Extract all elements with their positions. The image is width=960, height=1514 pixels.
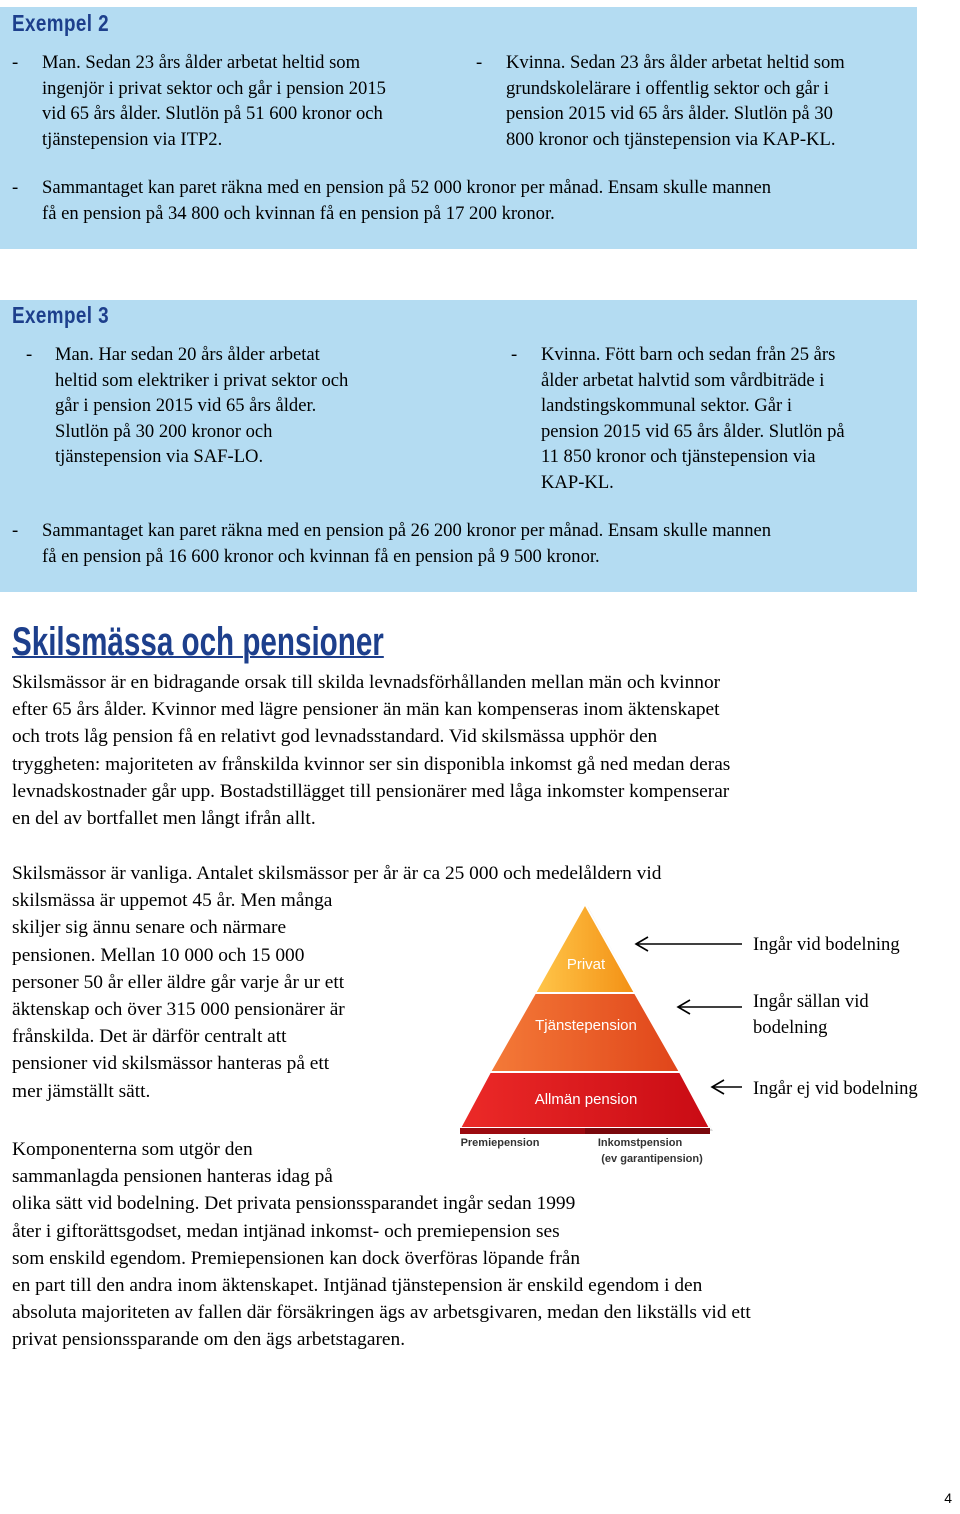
arrow-left-icon <box>678 1000 742 1014</box>
text-line: Kvinna. Sedan 23 års ålder arbetat heltid som <box>506 52 845 73</box>
text-line: Ingår sällan vid <box>753 991 869 1012</box>
text-line: få en pension på 34 800 och kvinnan få en pension på 17 200 kronor. <box>42 202 555 224</box>
text-line: 11 850 kronor och tjänstepension via <box>541 446 816 467</box>
example-2-title: Exempel 2 <box>12 10 110 36</box>
example-2-man-text <box>42 50 386 152</box>
text-line: levnadskostnader går upp. Bostadstillägget till pensionärer med låga inkomster kompenserar <box>12 780 730 802</box>
pyramid-arrows <box>630 930 750 1100</box>
pyramid-label-private: Privat <box>566 956 606 973</box>
text-line: och trots låg pension få en relativt god levnadsstandard. Vid skilsmässa upphör den <box>12 726 658 748</box>
example-2-woman-text <box>506 50 845 152</box>
example-3-woman-text <box>541 342 845 495</box>
pyramid-label-public: Allmän pension <box>534 1091 638 1108</box>
text-line: Komponenterna som utgör den <box>12 1139 253 1160</box>
example-3-man-text <box>55 342 348 470</box>
bullet-dash: - <box>12 177 19 198</box>
text-line: Skilsmässor är en bidragande orsak till skilda levnadsförhållanden mellan män och kvinnor <box>12 672 721 693</box>
text-line: personer 50 år eller äldre går varje år ur ett <box>12 971 345 993</box>
text-line: åter i giftorättsgodset, medan intjänad inkomst- och premiepension ses <box>12 1220 560 1242</box>
paragraph-1 <box>12 669 912 832</box>
pyramid-label-occupational: Tjänstepension <box>535 1017 637 1034</box>
text-line: Slutlön på 30 200 kronor och <box>55 420 273 442</box>
text-line: heltid som elektriker i privat sektor och <box>55 369 349 391</box>
pyramid-note-occupational <box>753 989 869 1040</box>
text-line: skilsmässa är uppemot 45 år. Men många <box>12 890 333 912</box>
bullet-dash: - <box>12 52 19 73</box>
text-line: Kvinna. Fött barn och sedan från 25 års <box>541 344 836 365</box>
text-line: Sammantaget kan paret räkna med en pension på 26 200 kronor per månad. Ensam skulle mannen <box>42 520 772 541</box>
text-line: ålder arbetat halvtid som vårdbiträde i <box>541 369 825 391</box>
example-3-box <box>0 300 917 592</box>
text-line: en part till den andra inom äktenskapet. Intjänad tjänstepension är enskild egendom i den <box>12 1275 703 1297</box>
text-line: ingenjör i privat sektor och går i pension 2015 <box>42 77 386 99</box>
bullet-dash: - <box>26 344 33 365</box>
arrow-left-icon <box>712 1080 742 1094</box>
pyramid-note-public: Ingår ej vid bodelning <box>753 1078 918 1099</box>
text-line: går i pension 2015 vid 65 års ålder. <box>55 395 317 416</box>
text-line: absoluta majoriteten av fallen där försäkringen ägs av arbetsgivaren, medan den likställs vid ett <box>12 1302 751 1324</box>
text-line: skiljer sig ännu senare och närmare <box>12 917 287 939</box>
pyramid-base-label-income: Inkomstpension <box>597 1137 683 1149</box>
text-line: Skilsmässor är vanliga. Antalet skilsmässor per år är ca 25 000 och medelåldern vid <box>12 863 662 884</box>
text-line: Man. Sedan 23 års ålder arbetat heltid som <box>42 52 361 73</box>
example-2-summary <box>12 175 912 226</box>
text-line: tjänstepension via SAF-LO. <box>55 446 264 467</box>
example-2-box <box>0 7 917 249</box>
text-line: vid 65 års ålder. Slutlön på 51 600 kronor och <box>42 103 383 124</box>
text-line: landstingskommunal sektor. Går i <box>541 395 792 416</box>
text-line: sammanlagda pensionen hanteras idag på <box>12 1166 333 1188</box>
bullet-dash: - <box>12 520 19 541</box>
example-2-summary-text <box>12 175 912 226</box>
text-line: frånskilda. Det är därför centralt att <box>12 1026 287 1048</box>
pyramid-base-label-premium: Premiepension <box>460 1137 540 1149</box>
text-line: få en pension på 16 600 kronor och kvinnan få en pension på 9 500 kronor. <box>42 545 600 567</box>
text-line: pensioner vid skilsmässor hanteras på ett <box>12 1053 330 1075</box>
text-line: pension 2015 vid 65 års ålder. Slutlön på <box>541 420 845 442</box>
text-line: tryggheten: majoriteten av frånskilda kvinnor ser sin disponibla inkomst gå ned medan deras <box>12 753 731 775</box>
page-number: 4 <box>944 1490 952 1506</box>
text-line: Man. Har sedan 20 års ålder arbetat <box>55 344 320 365</box>
pyramid-base-label-guarantee: (ev garantipension) <box>601 1153 703 1165</box>
bullet-dash: - <box>511 344 518 365</box>
section-heading: Skilsmässa och pensioner <box>12 620 384 664</box>
pyramid-base-right <box>585 1128 710 1134</box>
text-line: grundskolelärare i offentlig sektor och går i <box>506 77 829 99</box>
text-line: privat pensionssparande om den ägs arbetstagaren. <box>12 1329 406 1351</box>
text-line: tjänstepension via ITP2. <box>42 128 223 150</box>
text-line: äktenskap och över 315 000 pensionärer är <box>12 999 345 1021</box>
text-line: KAP-KL. <box>541 471 614 493</box>
text-line: mer jämställt sätt. <box>12 1080 151 1102</box>
text-line: pensionen. Mellan 10 000 och 15 000 <box>12 944 305 966</box>
arrow-left-icon <box>636 937 742 951</box>
pyramid-base-left <box>460 1128 585 1134</box>
text-line: en del av bortfallet men långt ifrån allt. <box>12 808 316 830</box>
text-line: som enskild egendom. Premiepensionen kan dock överföras löpande från <box>12 1247 581 1269</box>
text-line: pension 2015 vid 65 års ålder. Slutlön på 30 <box>506 103 833 124</box>
pyramid-level-private <box>535 904 635 993</box>
example-3-summary <box>12 518 912 569</box>
bullet-dash: - <box>476 52 483 73</box>
example-3-summary-text <box>12 518 912 569</box>
pyramid-note-private: Ingår vid bodelning <box>753 934 900 955</box>
example-3-title: Exempel 3 <box>12 302 110 328</box>
text-line: efter 65 års ålder. Kvinnor med lägre pensioner än män kan kompenseras inom äktenskapet <box>12 699 720 721</box>
text-line: Sammantaget kan paret räkna med en pension på 52 000 kronor per månad. Ensam skulle mannen <box>42 177 772 198</box>
text-line: bodelning <box>753 1016 828 1038</box>
text-line: olika sätt vid bodelning. Det privata pensionssparandet ingår sedan 1999 <box>12 1193 576 1215</box>
text-line: 800 kronor och tjänstepension via KAP-KL. <box>506 128 836 150</box>
